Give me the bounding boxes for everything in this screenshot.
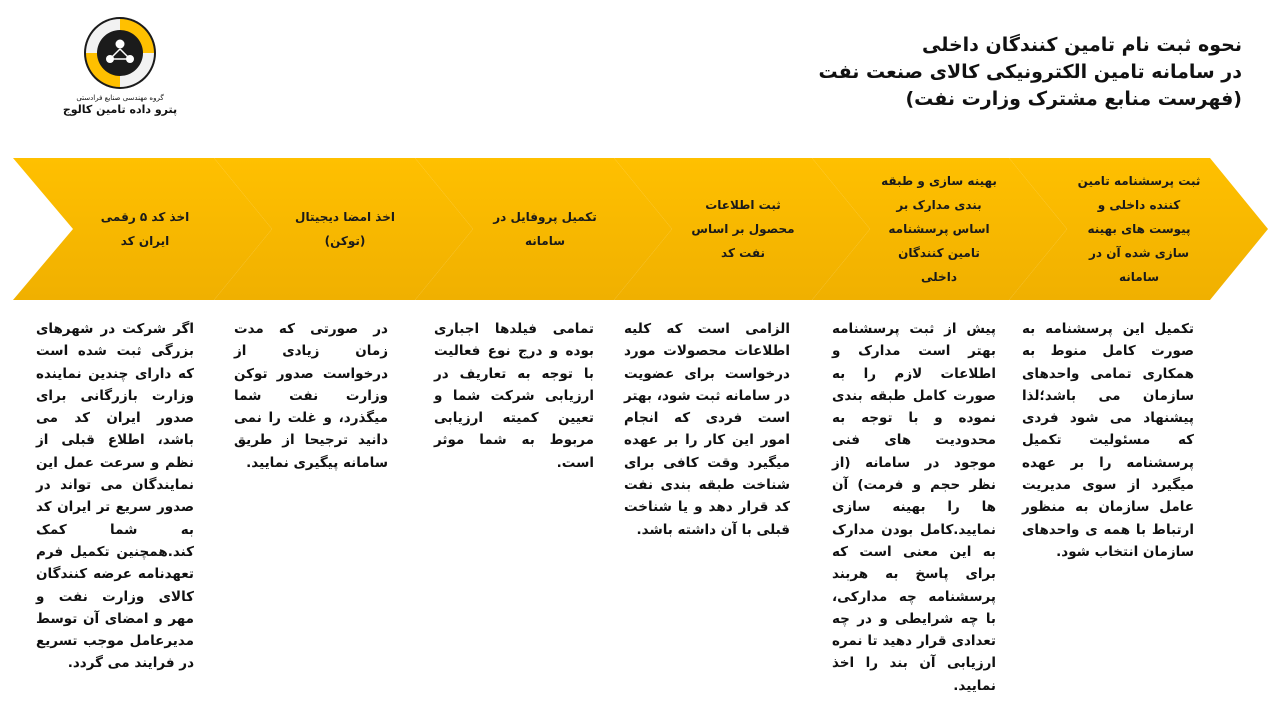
step-label-line: ایران کد (120, 234, 170, 248)
step-3-description: الزامی است که کلیه اطلاعات محصولات مورد درخواست برای عضویت در سامانه ثبت شود، بهتر است فردی که انجام امور این کار را بر عهده میگیرد وقت کافی برای شناخت طبقه بندی نفت کد قرار دهد و یا شناخت قبلی با آن داشته باشد. (624, 321, 790, 538)
step-label-line: سامانه (524, 234, 566, 248)
step-label-line: نفت کد (721, 246, 765, 260)
step-label-line: داخلی (921, 270, 957, 284)
step-2-label (872, 158, 1006, 300)
step-label-line: تامین کنندگان (898, 246, 980, 260)
step-2-description: پیش از ثبت پرسشنامه بهتر است مدارک و اطلاعات لازم را به صورت کامل طبقه بندی نموده و با توجه به محدودیت های فنی موجود در سامانه (از نظر حجم و فرمت) آن ها را بهینه سازی نمایید.کامل بودن مدارک به این معنی است که برای پاسخ به هربند پرسشنامه چه مدارکی، با چه شرایطی و در چه تعدادی قرار دهید تا نمره ارزیابی آن بند را اخذ نمایید. (832, 321, 996, 694)
step-label-line: بندی مدارک بر (896, 198, 982, 212)
title-line-1: نحوه ثبت نام تامین کنندگان داخلی (922, 34, 1242, 56)
step-label-line: سازی شده آن در (1089, 246, 1189, 260)
logo-subtitle: گروه مهندسی صنایع فرادستی (76, 94, 164, 102)
step-label-line: پیوست های بهینه (1087, 222, 1191, 236)
step-label-line: بهینه سازی و طبقه (881, 174, 997, 188)
step-6-label (78, 158, 212, 300)
logo-brand: پترو داده تامین کالوج (62, 103, 178, 116)
step-4-description: تمامی فیلدها اجباری بوده و درج نوع فعالیت با توجه به تعاریف در ارزیابی شرکت شما و تعیین کمیته ارزیابی مربوط به شما موثر است. (434, 321, 594, 471)
title-line-3: (فهرست منابع مشترک وزارت نفت) (905, 88, 1242, 110)
step-label-line: اساس پرسشنامه (888, 222, 990, 236)
step-5-description: در صورتی که مدت زمان زیادی از درخواست صدور توکن وزارت نفت شما میگذرد، و غلت را نمی دانید ترجیحا از طریق سامانه پیگیری نمایید. (234, 321, 388, 471)
step-1-description: تکمیل این پرسشنامه به صورت کامل منوط به همکاری تمامی واحدهای سازمان می باشد؛لذا پیشنهاد می شود فردی که مسئولیت تکمیل پرسشنامه را بر عهده میگیرد از سوی مدیریت عامل سازمان به منظور ارتباط با همه ی واحدهای سازمان انتخاب شود. (1022, 321, 1194, 560)
step-label-line: اخذ امضا دیجیتال (295, 210, 395, 224)
step-label-line: ثبت اطلاعات (705, 198, 781, 212)
step-label-line: محصول بر اساس (691, 222, 795, 236)
title-line-2: در سامانه تامین الکترونیکی کالای صنعت نفت (818, 61, 1242, 83)
step-label-line: کننده داخلی و (1097, 198, 1181, 212)
step-6-description: اگر شرکت در شهرهای بزرگی ثبت شده است که دارای چندین نماینده وزارت بازرگانی برای صدور ایران کد می باشد، اطلاع قبلی از نظم و سرعت عمل این نمایندگان می تواند در صدور سریع تر ایران کد به شما کمک کند.همچنین تکمیل فرم تعهدنامه عرضه کنندگان کالای وزارت نفت و مهر و امضای آن توسط مدیرعامل موجب تسریع در فرایند می گردد. (36, 321, 194, 672)
step-label-line: اخذ کد ۵ رقمی (100, 210, 190, 224)
step-5-label (278, 158, 412, 300)
step-label-line: تکمیل پروفایل در (493, 210, 597, 224)
step-1-label (1072, 158, 1206, 300)
step-4-label (478, 158, 612, 300)
step-label-line: سامانه (1118, 270, 1160, 284)
step-3-label (676, 158, 810, 300)
step-label-line: (توکن) (324, 234, 366, 248)
step-label-line: ثبت پرسشنامه تامین (1077, 174, 1201, 188)
